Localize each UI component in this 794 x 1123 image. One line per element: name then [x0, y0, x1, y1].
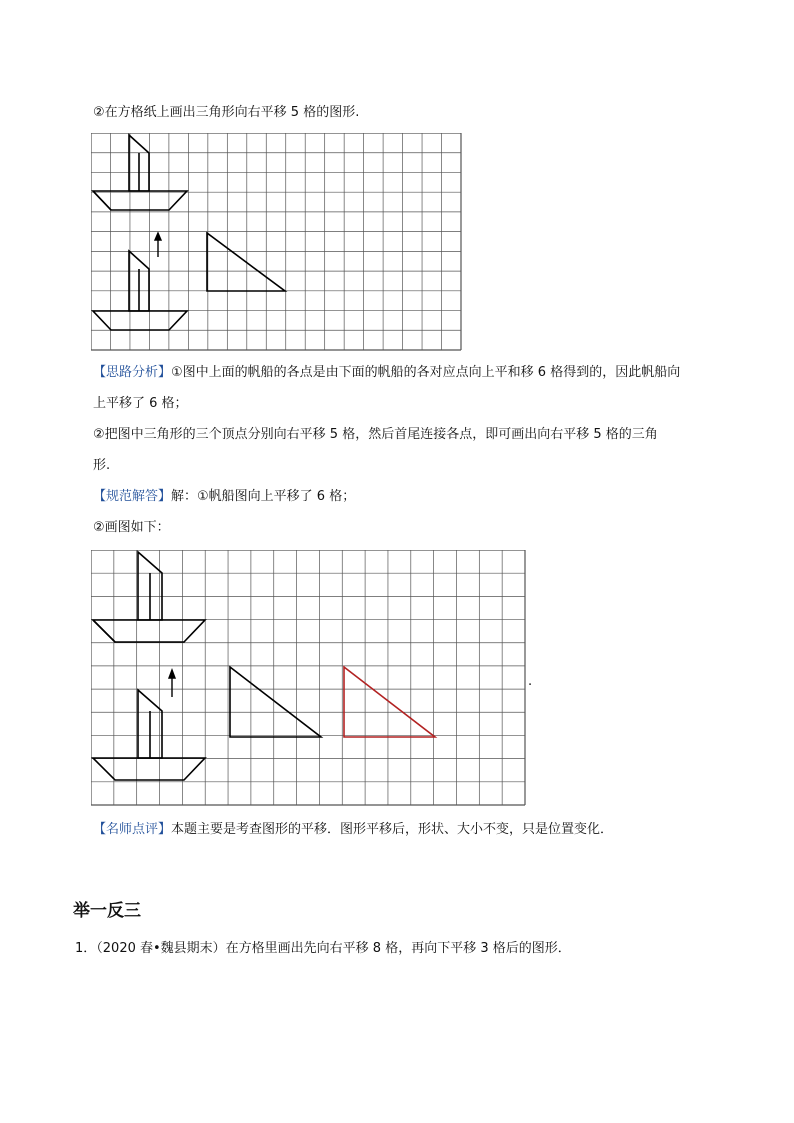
- analysis-line-4: 形.: [93, 458, 111, 473]
- comment-text: 本题主要是考查图形的平移．图形平移后，形状、大小不变，只是位置变化．: [171, 822, 614, 837]
- triangle-original: [207, 233, 285, 291]
- triangle-translated: [344, 667, 435, 737]
- solution-period: .: [528, 674, 533, 689]
- grid-lines: [91, 133, 461, 350]
- analysis-tag: 【思路分析】: [93, 365, 172, 380]
- analysis-line-1: [93, 363, 680, 383]
- grid-lines: [91, 550, 525, 805]
- solution-line-1: [93, 487, 355, 507]
- grid-figure-2: [91, 550, 527, 807]
- up-arrow: [155, 233, 161, 257]
- triangle-original: [230, 667, 321, 737]
- comment-tag: 【名师点评】: [93, 822, 172, 837]
- sailboat-top: [93, 552, 205, 642]
- solution-tag: 【规范解答】: [93, 489, 172, 504]
- analysis-line-3: ②把图中三角形的三个顶点分别向右平移 5 格，然后首尾连接各点，即可画出向右平移 5 格的三角: [93, 427, 658, 442]
- exercise-1-number: 1．: [75, 941, 97, 956]
- solution-line-2: ②画图如下：: [93, 520, 170, 535]
- exercise-1: [75, 939, 571, 959]
- solution-text-1: 解：①帆船图向上平移了 6 格；: [171, 489, 356, 504]
- up-arrow: [169, 670, 175, 697]
- section-title: 举一反三: [73, 901, 141, 921]
- analysis-line-2: 上平移了 6 格；: [93, 396, 188, 411]
- question-2-instruction: ②在方格纸上画出三角形向右平移 5 格的图形.: [93, 105, 360, 120]
- exercise-1-text: （2020 春•魏县期末）在方格里画出先向右平移 8 格，再向下平移 3 格后的图形．: [96, 941, 571, 956]
- sailboat-bottom: [93, 690, 205, 780]
- analysis-text-1: ①图中上面的帆船的各点是由下面的帆船的各对应点向上平和移 6 格得到的，因此帆船向: [171, 365, 681, 380]
- comment-line: [93, 820, 613, 840]
- grid-figure-1: [91, 133, 462, 351]
